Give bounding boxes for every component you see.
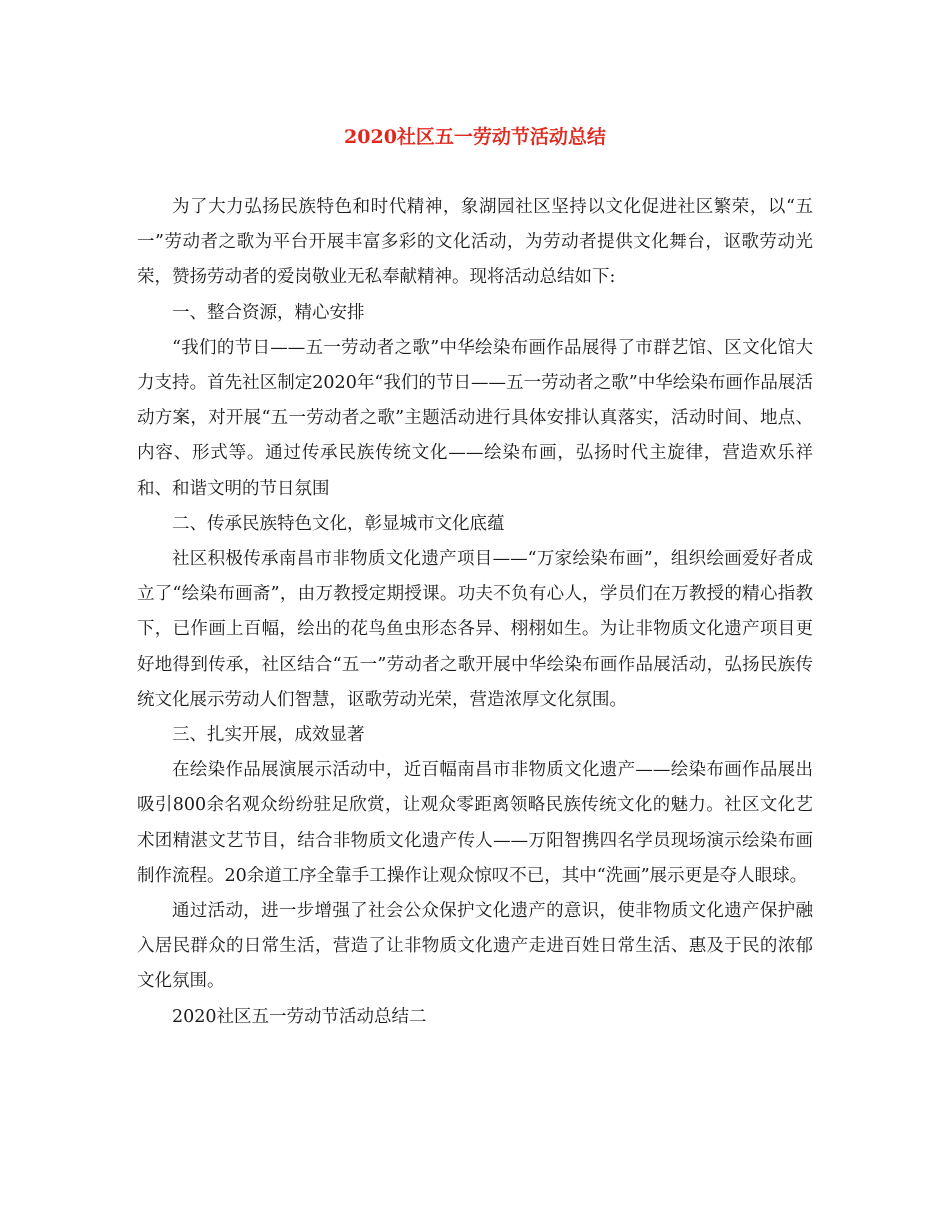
section-2-paragraph: 社区积极传承南昌市非物质文化遗产项目——“万家绘染布画”，组织绘画爱好者成立了“绘染布画斋”，由万教授定期授课。功夫不负有心人，学员们在万教授的精心指教下，已作画上百幅，绘出的花鸟鱼虫形态各异、栩栩如生。为让非物质文化遗产项目更好地得到传承，社区结合“五一”劳动者之歌开展中华绘染布画作品展活动，弘扬民族传统文化展示劳动人们智慧，讴歌劳动光荣，营造浓厚文化氛围。: [137, 549, 813, 710]
document-body: [137, 190, 813, 1035]
section-heading-1: 一、整合资源，精心安排: [172, 302, 365, 323]
document-title: 2020社区五一劳动节活动总结: [344, 126, 606, 148]
section-heading-3: 三、扎实开展，成效显著: [172, 725, 365, 746]
intro-paragraph: 为了大力弘扬民族特色和时代精神，象湖园社区坚持以文化促进社区繁荣，以“五一”劳动者之歌为平台开展丰富多彩的文化活动，为劳动者提供文化舞台，讴歌劳动光荣，赞扬劳动者的爱岗敬业无私奉献精神。现将活动总结如下:: [137, 197, 813, 288]
section-1-paragraph: “我们的节日——五一劳动者之歌”中华绘染布画作品展得了市群艺馆、区文化馆大力支持。首先社区制定2020年“我们的节日——五一劳动者之歌”中华绘染布画作品展活动方案，对开展“五一劳动者之歌”主题活动进行具体安排认真落实，活动时间、地点、内容、形式等。通过传承民族传统文化——绘染布画，弘扬时代主旋律，营造欢乐祥和、和谐文明的节日氛围: [137, 337, 813, 499]
conclusion-paragraph: 通过活动，进一步增强了社会公众保护文化遗产的意识，使非物质文化遗产保护融入居民群众的日常生活，营造了让非物质文化遗产走进百姓日常生活、惠及于民的浓郁文化氛围。: [137, 901, 813, 992]
next-section-title: 2020社区五一劳动节活动总结二: [172, 1006, 427, 1027]
section-3-paragraph: 在绘染作品展演展示活动中，近百幅南昌市非物质文化遗产——绘染布画作品展出吸引800余名观众纷纷驻足欣赏，让观众零距离领略民族传统文化的魅力。社区文化艺术团精湛文艺节目，结合非物质文化遗产传人——万阳智携四名学员现场演示绘染布画制作流程。20余道工序全靠手工操作让观众惊叹不已，其中“洗画”展示更是夺人眼球。: [137, 760, 813, 886]
section-heading-2: 二、传承民族特色文化，彰显城市文化底蕴: [172, 513, 505, 534]
